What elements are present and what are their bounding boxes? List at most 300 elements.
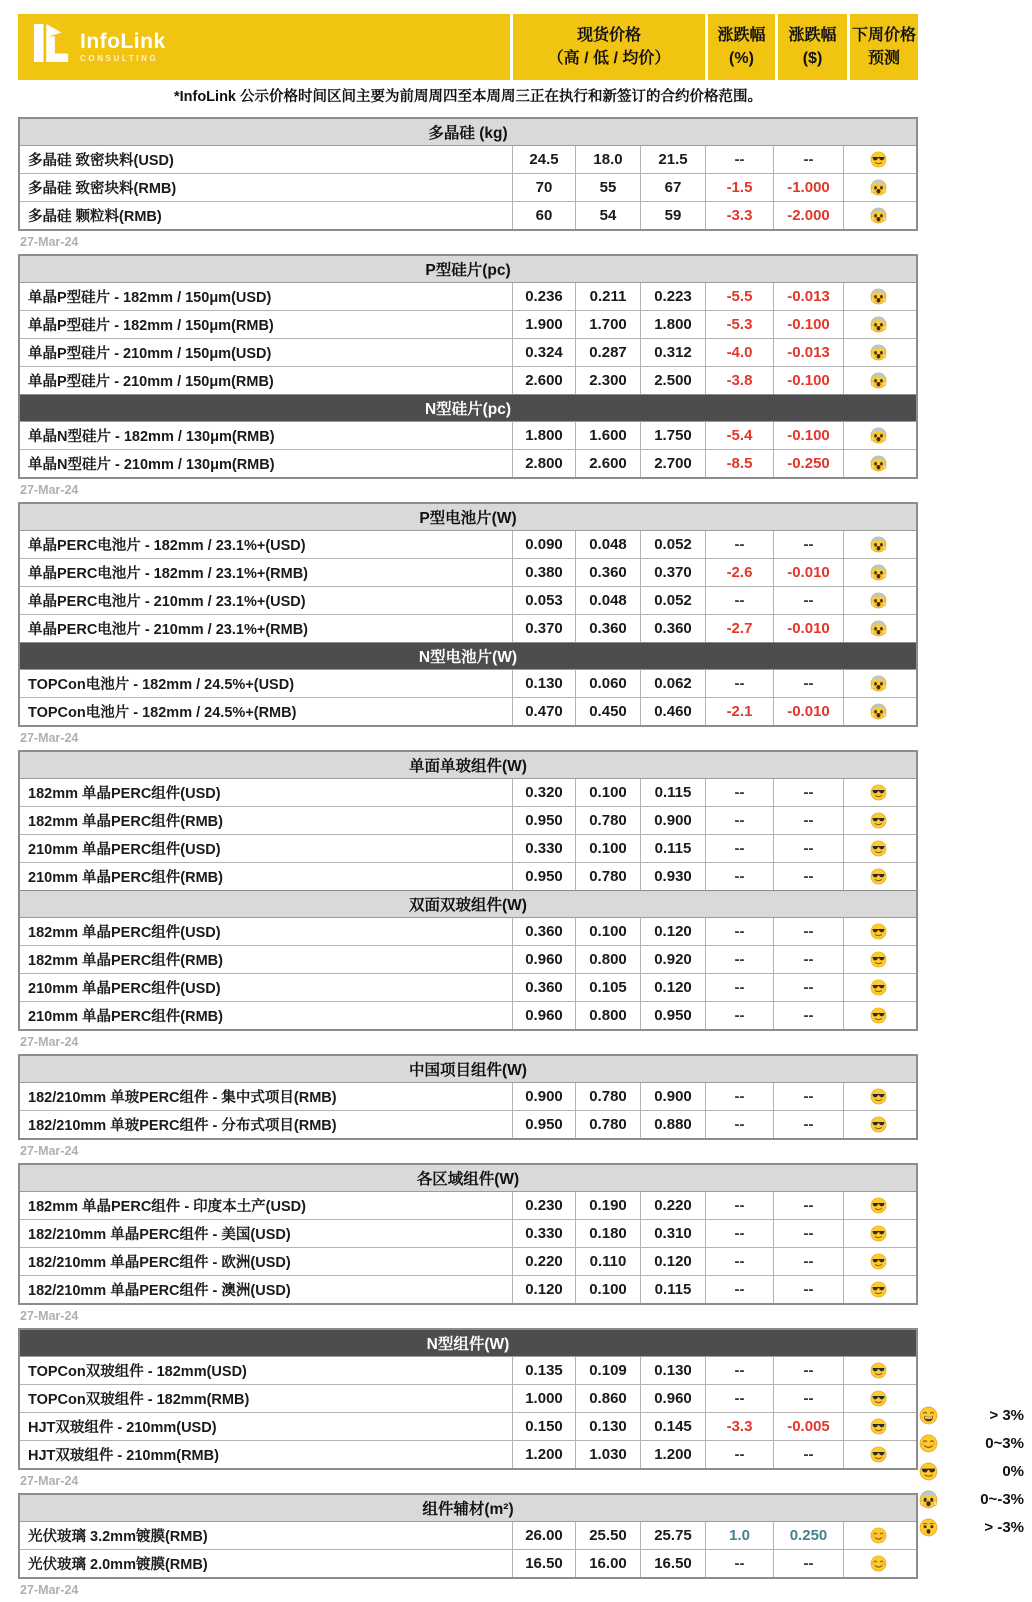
forecast-emoji-sunglasses <box>843 974 912 1001</box>
price-high: 0.130 <box>512 670 575 697</box>
change-abs: -- <box>773 1248 843 1275</box>
price-high: 26.00 <box>512 1522 575 1549</box>
table-row <box>20 173 916 201</box>
price-avg: 0.960 <box>640 1385 705 1412</box>
price-avg: 2.700 <box>640 450 705 477</box>
price-avg: 0.115 <box>640 779 705 806</box>
table-row <box>20 1275 916 1303</box>
price-avg: 0.950 <box>640 1002 705 1029</box>
forecast-emoji-sunglasses <box>843 807 912 834</box>
price-block <box>18 1054 918 1140</box>
forecast-emoji-scream <box>843 339 912 366</box>
change-pct: -- <box>705 531 773 558</box>
change-abs: -- <box>773 1441 843 1468</box>
price-avg: 0.062 <box>640 670 705 697</box>
price-avg: 0.115 <box>640 835 705 862</box>
change-abs: -- <box>773 863 843 890</box>
table-row <box>20 917 916 945</box>
table-row <box>20 558 916 586</box>
forecast-emoji-scream <box>843 367 912 394</box>
forecast-emoji-scream <box>843 559 912 586</box>
change-abs: -- <box>773 1220 843 1247</box>
price-avg: 0.900 <box>640 1083 705 1110</box>
forecast-emoji-scream <box>843 531 912 558</box>
price-low: 0.211 <box>575 283 640 310</box>
row-label: 多晶硅 致密块料(USD) <box>28 153 174 169</box>
change-pct: -- <box>705 1550 773 1577</box>
price-high: 0.330 <box>512 835 575 862</box>
price-low: 18.0 <box>575 146 640 173</box>
change-pct: -4.0 <box>705 339 773 366</box>
table-row <box>20 366 916 394</box>
price-low: 0.800 <box>575 946 640 973</box>
row-label: 210mm 单晶PERC组件(RMB) <box>28 870 223 886</box>
price-avg: 1.750 <box>640 422 705 449</box>
section-header: 多晶硅 (kg) <box>20 119 916 145</box>
forecast-emoji-scream <box>843 422 912 449</box>
price-low: 0.450 <box>575 698 640 725</box>
change-abs: -- <box>773 835 843 862</box>
row-label: HJT双玻组件 - 210mm(RMB) <box>28 1448 219 1464</box>
forecast-emoji-sunglasses <box>843 1441 912 1468</box>
price-avg: 0.223 <box>640 283 705 310</box>
row-label: 单晶PERC电池片 - 210mm / 23.1%+(USD) <box>28 594 306 610</box>
price-low: 0.100 <box>575 835 640 862</box>
change-pct: -- <box>705 146 773 173</box>
price-high: 1.800 <box>512 422 575 449</box>
column-header-spot-price: 现货价格 （高 / 低 / 均价） <box>513 14 705 80</box>
price-avg: 59 <box>640 202 705 229</box>
table-row <box>20 834 916 862</box>
price-blocks <box>18 117 918 1602</box>
price-avg: 0.930 <box>640 863 705 890</box>
change-pct: -3.3 <box>705 202 773 229</box>
price-low: 0.130 <box>575 1413 640 1440</box>
price-high: 2.600 <box>512 367 575 394</box>
change-abs: -0.013 <box>773 339 843 366</box>
price-low: 0.360 <box>575 615 640 642</box>
column-header-forecast: 下周价格 预测 <box>850 14 918 80</box>
date-stamp: 27-Mar-24 <box>20 1035 79 1049</box>
legend-emoji-smile <box>910 1434 946 1453</box>
infolink-logo-icon <box>32 24 72 69</box>
price-avg: 16.50 <box>640 1550 705 1577</box>
price-low: 0.360 <box>575 559 640 586</box>
brand-subtitle: CONSULTING <box>80 54 159 63</box>
row-label: 182mm 单晶PERC组件(RMB) <box>28 814 223 830</box>
price-low: 55 <box>575 174 640 201</box>
table-row <box>20 449 916 477</box>
row-label: 182mm 单晶PERC组件 - 印度本土产(USD) <box>28 1199 306 1215</box>
change-abs: -0.005 <box>773 1413 843 1440</box>
change-pct: -- <box>705 1192 773 1219</box>
change-pct: -- <box>705 1002 773 1029</box>
change-abs: -- <box>773 1550 843 1577</box>
row-label: 多晶硅 颗粒料(RMB) <box>28 209 162 225</box>
price-avg: 0.120 <box>640 1248 705 1275</box>
section-header: P型电池片(W) <box>20 504 916 530</box>
price-high: 1.000 <box>512 1385 575 1412</box>
price-avg: 0.880 <box>640 1111 705 1138</box>
change-abs: -- <box>773 1385 843 1412</box>
price-note: *InfoLink 公示价格时间区间主要为前周周四至本周周三正在执行和新签订的合约价格范围。 <box>173 89 763 105</box>
change-pct: -- <box>705 974 773 1001</box>
brand-cell <box>18 14 510 80</box>
table-row <box>20 697 916 725</box>
price-avg: 0.920 <box>640 946 705 973</box>
legend-item <box>910 1457 1028 1485</box>
price-low: 0.100 <box>575 1276 640 1303</box>
forecast-emoji-sunglasses <box>843 863 912 890</box>
row-label: 单晶P型硅片 - 210mm / 150μm(USD) <box>28 346 272 362</box>
price-high: 60 <box>512 202 575 229</box>
forecast-legend <box>910 1401 1028 1541</box>
price-low: 1.030 <box>575 1441 640 1468</box>
table-row <box>20 1440 916 1468</box>
change-pct: -5.4 <box>705 422 773 449</box>
change-abs: -- <box>773 1357 843 1384</box>
price-avg: 1.200 <box>640 1441 705 1468</box>
legend-label: > -3% <box>984 1518 1024 1536</box>
change-pct: -- <box>705 1357 773 1384</box>
row-label: 单晶P型硅片 - 182mm / 150μm(USD) <box>28 290 272 306</box>
price-high: 0.950 <box>512 1111 575 1138</box>
table-row <box>20 614 916 642</box>
change-abs: -0.250 <box>773 450 843 477</box>
row-label: 光伏玻璃 3.2mm镀膜(RMB) <box>28 1529 208 1545</box>
table-row <box>20 862 916 890</box>
row-label: 单晶N型硅片 - 182mm / 130μm(RMB) <box>28 429 275 445</box>
change-pct: -- <box>705 863 773 890</box>
change-pct: -3.8 <box>705 367 773 394</box>
forecast-emoji-sunglasses <box>843 1357 912 1384</box>
table-row <box>20 1082 916 1110</box>
price-avg: 0.310 <box>640 1220 705 1247</box>
price-high: 0.220 <box>512 1248 575 1275</box>
price-avg: 0.115 <box>640 1276 705 1303</box>
change-abs: -0.013 <box>773 283 843 310</box>
change-pct: -- <box>705 835 773 862</box>
price-high: 0.135 <box>512 1357 575 1384</box>
table-row <box>20 310 916 338</box>
table-row <box>20 1521 916 1549</box>
row-label: 210mm 单晶PERC组件(USD) <box>28 842 221 858</box>
price-high: 0.950 <box>512 863 575 890</box>
legend-emoji-sunglasses <box>910 1462 946 1481</box>
legend-label: > 3% <box>989 1406 1024 1424</box>
section-header: N型电池片(W) <box>20 642 916 669</box>
price-high: 0.330 <box>512 1220 575 1247</box>
table-row <box>20 282 916 310</box>
price-low: 2.300 <box>575 367 640 394</box>
forecast-emoji-scream <box>843 450 912 477</box>
table-row <box>20 1110 916 1138</box>
change-abs: -- <box>773 146 843 173</box>
table-row <box>20 1001 916 1029</box>
date-stamp: 27-Mar-24 <box>20 1144 79 1158</box>
forecast-emoji-sunglasses <box>843 146 912 173</box>
change-pct: -5.5 <box>705 283 773 310</box>
price-high: 0.360 <box>512 918 575 945</box>
price-avg: 0.145 <box>640 1413 705 1440</box>
price-low: 2.600 <box>575 450 640 477</box>
forecast-emoji-scream <box>843 615 912 642</box>
change-pct: -- <box>705 779 773 806</box>
change-abs: -- <box>773 587 843 614</box>
price-avg: 2.500 <box>640 367 705 394</box>
table-row <box>20 1549 916 1577</box>
price-low: 0.100 <box>575 779 640 806</box>
table-row <box>20 806 916 834</box>
row-label: 单晶PERC电池片 - 210mm / 23.1%+(RMB) <box>28 622 308 638</box>
price-high: 1.200 <box>512 1441 575 1468</box>
price-low: 0.780 <box>575 807 640 834</box>
price-low: 0.800 <box>575 1002 640 1029</box>
change-pct: -2.1 <box>705 698 773 725</box>
price-low: 0.780 <box>575 863 640 890</box>
table-header <box>18 14 918 80</box>
price-avg: 25.75 <box>640 1522 705 1549</box>
price-high: 2.800 <box>512 450 575 477</box>
forecast-emoji-sunglasses <box>843 1083 912 1110</box>
row-label: 182mm 单晶PERC组件(USD) <box>28 786 221 802</box>
table-row <box>20 1247 916 1275</box>
forecast-emoji-scream <box>843 202 912 229</box>
section-header: 组件辅材(m²) <box>20 1495 916 1521</box>
change-pct: 1.0 <box>705 1522 773 1549</box>
change-pct: -2.6 <box>705 559 773 586</box>
price-avg: 0.052 <box>640 587 705 614</box>
table-row <box>20 778 916 806</box>
price-block <box>18 117 918 231</box>
price-low: 0.048 <box>575 531 640 558</box>
forecast-emoji-scream <box>843 311 912 338</box>
change-pct: -- <box>705 1220 773 1247</box>
price-low: 0.105 <box>575 974 640 1001</box>
change-pct: -- <box>705 1276 773 1303</box>
price-high: 0.324 <box>512 339 575 366</box>
price-low: 0.110 <box>575 1248 640 1275</box>
change-abs: -- <box>773 918 843 945</box>
change-abs: -- <box>773 1192 843 1219</box>
price-block <box>18 750 918 1031</box>
row-label: TOPCon电池片 - 182mm / 24.5%+(USD) <box>28 677 295 693</box>
price-high: 0.150 <box>512 1413 575 1440</box>
price-high: 1.900 <box>512 311 575 338</box>
legend-item <box>910 1429 1028 1457</box>
price-avg: 0.370 <box>640 559 705 586</box>
change-pct: -3.3 <box>705 1413 773 1440</box>
price-high: 0.053 <box>512 587 575 614</box>
change-abs: -0.010 <box>773 615 843 642</box>
price-low: 25.50 <box>575 1522 640 1549</box>
price-high: 0.950 <box>512 807 575 834</box>
price-high: 0.090 <box>512 531 575 558</box>
price-high: 0.960 <box>512 1002 575 1029</box>
price-high: 70 <box>512 174 575 201</box>
change-abs: 0.250 <box>773 1522 843 1549</box>
price-low: 0.109 <box>575 1357 640 1384</box>
price-avg: 1.800 <box>640 311 705 338</box>
price-high: 0.120 <box>512 1276 575 1303</box>
legend-item <box>910 1485 1028 1513</box>
price-low: 0.780 <box>575 1083 640 1110</box>
price-low: 0.060 <box>575 670 640 697</box>
price-low: 0.190 <box>575 1192 640 1219</box>
change-abs: -- <box>773 807 843 834</box>
price-high: 0.900 <box>512 1083 575 1110</box>
forecast-emoji-sunglasses <box>843 946 912 973</box>
table-row <box>20 586 916 614</box>
price-avg: 0.460 <box>640 698 705 725</box>
forecast-emoji-sunglasses <box>843 779 912 806</box>
date-stamp: 27-Mar-24 <box>20 1583 79 1597</box>
forecast-emoji-scream <box>843 698 912 725</box>
date-stamp: 27-Mar-24 <box>20 483 79 497</box>
change-abs: -0.100 <box>773 422 843 449</box>
column-header-change-pct: 涨跌幅 (%) <box>708 14 775 80</box>
price-avg: 0.120 <box>640 974 705 1001</box>
row-label: 单晶P型硅片 - 210mm / 150μm(RMB) <box>28 374 274 390</box>
change-abs: -- <box>773 1276 843 1303</box>
price-low: 0.180 <box>575 1220 640 1247</box>
row-label: HJT双玻组件 - 210mm(USD) <box>28 1420 217 1436</box>
section-header: P型硅片(pc) <box>20 256 916 282</box>
change-abs: -- <box>773 670 843 697</box>
table-row <box>20 1191 916 1219</box>
row-label: 光伏玻璃 2.0mm镀膜(RMB) <box>28 1557 208 1573</box>
section-header: 各区域组件(W) <box>20 1165 916 1191</box>
legend-emoji-scream <box>910 1490 946 1509</box>
change-abs: -- <box>773 1002 843 1029</box>
row-label: 182/210mm 单玻PERC组件 - 分布式项目(RMB) <box>28 1118 337 1134</box>
row-label: 182/210mm 单晶PERC组件 - 澳洲(USD) <box>28 1283 291 1299</box>
legend-item <box>910 1513 1028 1541</box>
price-high: 0.320 <box>512 779 575 806</box>
price-block <box>18 1163 918 1305</box>
section-header: N型组件(W) <box>20 1330 916 1356</box>
change-pct: -- <box>705 1385 773 1412</box>
table-row <box>20 530 916 558</box>
price-avg: 0.052 <box>640 531 705 558</box>
legend-label: 0~3% <box>985 1434 1024 1452</box>
price-block <box>18 502 918 727</box>
row-label: 182mm 单晶PERC组件(RMB) <box>28 953 223 969</box>
section-header: N型硅片(pc) <box>20 394 916 421</box>
forecast-emoji-smile <box>843 1550 912 1577</box>
change-abs: -- <box>773 946 843 973</box>
price-low: 0.780 <box>575 1111 640 1138</box>
row-label: TOPCon电池片 - 182mm / 24.5%+(RMB) <box>28 705 297 721</box>
table-row <box>20 669 916 697</box>
row-label: 182mm 单晶PERC组件(USD) <box>28 925 221 941</box>
price-high: 0.236 <box>512 283 575 310</box>
forecast-emoji-sunglasses <box>843 1385 912 1412</box>
legend-label: 0~-3% <box>980 1490 1024 1508</box>
row-label: TOPCon双玻组件 - 182mm(RMB) <box>28 1392 250 1408</box>
price-low: 0.287 <box>575 339 640 366</box>
table-row <box>20 1412 916 1440</box>
forecast-emoji-sunglasses <box>843 1276 912 1303</box>
price-block <box>18 1493 918 1579</box>
table-row <box>20 421 916 449</box>
forecast-emoji-sunglasses <box>843 1248 912 1275</box>
change-abs: -0.010 <box>773 559 843 586</box>
price-block <box>18 254 918 479</box>
price-avg: 0.900 <box>640 807 705 834</box>
table-row <box>20 1219 916 1247</box>
table-row <box>20 145 916 173</box>
row-label: 210mm 单晶PERC组件(USD) <box>28 981 221 997</box>
section-header: 中国项目组件(W) <box>20 1056 916 1082</box>
table-row <box>20 338 916 366</box>
price-avg: 0.312 <box>640 339 705 366</box>
row-label: 182/210mm 单晶PERC组件 - 欧洲(USD) <box>28 1255 291 1271</box>
change-pct: -- <box>705 918 773 945</box>
change-pct: -5.3 <box>705 311 773 338</box>
section-header: 单面单玻组件(W) <box>20 752 916 778</box>
table-row <box>20 945 916 973</box>
row-label: 单晶PERC电池片 - 182mm / 23.1%+(RMB) <box>28 566 308 582</box>
row-label: 182/210mm 单晶PERC组件 - 美国(USD) <box>28 1227 291 1243</box>
change-abs: -0.100 <box>773 367 843 394</box>
forecast-emoji-sunglasses <box>843 1002 912 1029</box>
row-label: TOPCon双玻组件 - 182mm(USD) <box>28 1364 247 1380</box>
price-block <box>18 1328 918 1470</box>
change-abs: -0.100 <box>773 311 843 338</box>
change-pct: -- <box>705 1441 773 1468</box>
change-abs: -- <box>773 1111 843 1138</box>
price-sheet <box>18 14 918 1602</box>
price-low: 0.048 <box>575 587 640 614</box>
price-high: 0.470 <box>512 698 575 725</box>
change-pct: -1.5 <box>705 174 773 201</box>
legend-item <box>910 1401 1028 1429</box>
legend-emoji-grin <box>910 1406 946 1425</box>
change-pct: -8.5 <box>705 450 773 477</box>
infolink-logo <box>32 24 166 69</box>
change-abs: -0.010 <box>773 698 843 725</box>
row-label: 210mm 单晶PERC组件(RMB) <box>28 1009 223 1025</box>
change-pct: -- <box>705 807 773 834</box>
price-avg: 67 <box>640 174 705 201</box>
row-label: 182/210mm 单玻PERC组件 - 集中式项目(RMB) <box>28 1090 337 1106</box>
change-abs: -- <box>773 779 843 806</box>
price-low: 1.700 <box>575 311 640 338</box>
change-pct: -- <box>705 1248 773 1275</box>
price-low: 1.600 <box>575 422 640 449</box>
price-low: 0.100 <box>575 918 640 945</box>
change-pct: -- <box>705 1111 773 1138</box>
table-row <box>20 1356 916 1384</box>
brand-name: InfoLink <box>80 30 166 53</box>
forecast-emoji-scream <box>843 283 912 310</box>
change-abs: -- <box>773 531 843 558</box>
forecast-emoji-scream <box>843 587 912 614</box>
forecast-emoji-sunglasses <box>843 1413 912 1440</box>
change-pct: -- <box>705 587 773 614</box>
price-high: 0.380 <box>512 559 575 586</box>
change-pct: -- <box>705 670 773 697</box>
change-abs: -- <box>773 974 843 1001</box>
forecast-emoji-scream <box>843 174 912 201</box>
table-row <box>20 973 916 1001</box>
change-abs: -- <box>773 1083 843 1110</box>
forecast-emoji-sunglasses <box>843 1220 912 1247</box>
forecast-emoji-sunglasses <box>843 918 912 945</box>
price-high: 16.50 <box>512 1550 575 1577</box>
price-avg: 0.360 <box>640 615 705 642</box>
